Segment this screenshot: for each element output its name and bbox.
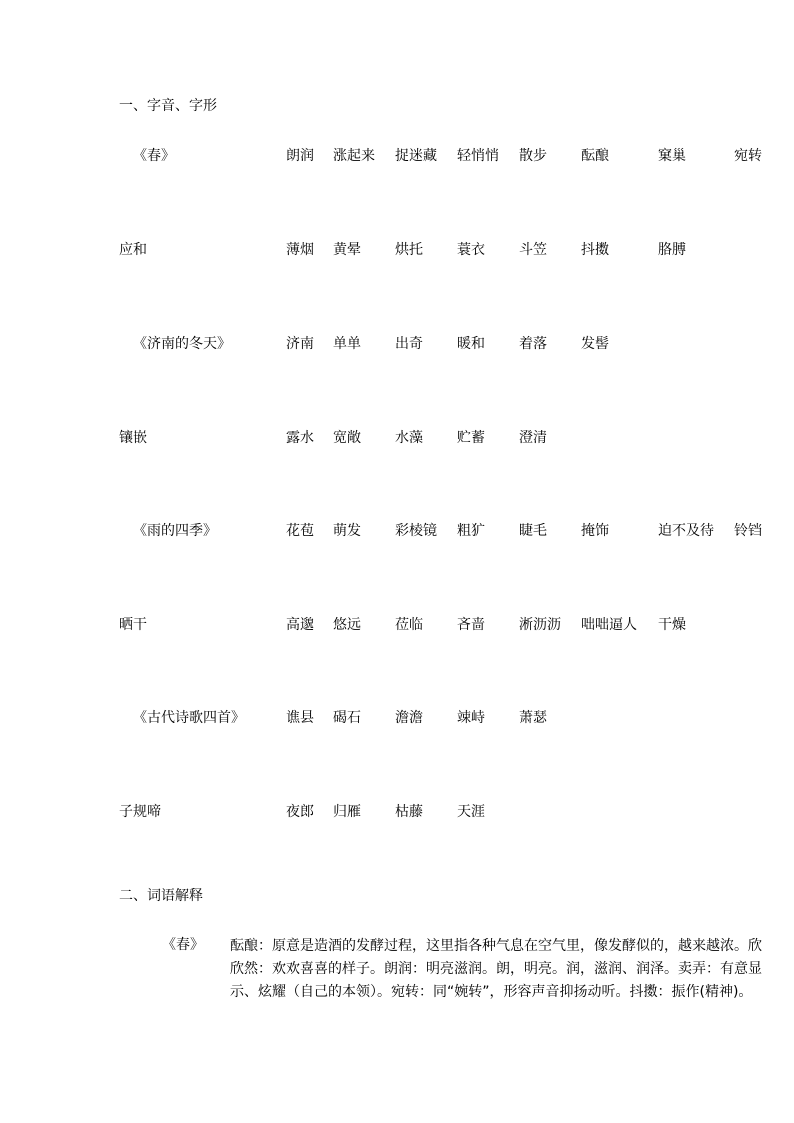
row-label: 镶嵌 bbox=[119, 430, 147, 446]
vocab-word: 悠远 bbox=[333, 617, 361, 633]
vocab-word: 谯县 bbox=[286, 710, 314, 726]
vocab-word: 出奇 bbox=[395, 336, 423, 352]
vocab-word: 发髻 bbox=[581, 336, 609, 352]
vocab-word: 济南 bbox=[286, 336, 314, 352]
section-heading-definitions: 二、词语解释 bbox=[119, 888, 203, 904]
vocab-word: 抖擞 bbox=[581, 242, 609, 258]
definition-line: 欣然：欢欢喜喜的样子。朗润：明亮滋润。朗，明亮。润，滋润、润泽。卖弄：有意显 bbox=[230, 961, 762, 977]
row-label: 《春》 bbox=[133, 148, 175, 164]
vocab-word: 枯藤 bbox=[395, 804, 423, 820]
row-label: 子规啼 bbox=[119, 804, 161, 820]
definition-source-title: 《春》 bbox=[162, 937, 204, 953]
vocab-word: 窠巢 bbox=[658, 148, 686, 164]
vocab-word: 睫毛 bbox=[519, 523, 547, 539]
vocab-word: 迫不及待 bbox=[658, 523, 714, 539]
vocab-word: 单单 bbox=[333, 336, 361, 352]
vocab-word: 涨起来 bbox=[333, 148, 375, 164]
vocab-word: 咄咄逼人 bbox=[581, 617, 637, 633]
vocab-row bbox=[0, 428, 794, 448]
vocab-word: 烘托 bbox=[395, 242, 423, 258]
vocab-word: 散步 bbox=[519, 148, 547, 164]
vocab-row bbox=[0, 708, 794, 728]
vocab-word: 薄烟 bbox=[286, 242, 314, 258]
vocab-word: 露水 bbox=[286, 430, 314, 446]
vocab-word: 澄清 bbox=[519, 430, 547, 446]
vocab-row bbox=[0, 615, 794, 635]
vocab-row bbox=[0, 521, 794, 541]
row-label: 《雨的四季》 bbox=[133, 523, 217, 539]
vocab-word: 铃铛 bbox=[734, 523, 762, 539]
vocab-word: 彩棱镜 bbox=[395, 523, 437, 539]
vocab-row bbox=[0, 334, 794, 354]
vocab-word: 淅沥沥 bbox=[519, 617, 561, 633]
vocab-word: 澹澹 bbox=[395, 710, 423, 726]
vocab-word: 暖和 bbox=[457, 336, 485, 352]
definition-paragraph bbox=[230, 935, 768, 1004]
vocab-word: 掩饰 bbox=[581, 523, 609, 539]
vocab-word: 夜郎 bbox=[286, 804, 314, 820]
vocab-word: 酝酿 bbox=[581, 148, 609, 164]
vocab-word: 轻悄悄 bbox=[457, 148, 499, 164]
vocab-word: 吝啬 bbox=[457, 617, 485, 633]
vocab-row bbox=[0, 146, 794, 166]
vocab-word: 干燥 bbox=[658, 617, 686, 633]
vocab-word: 朗润 bbox=[286, 148, 314, 164]
vocab-word: 宽敞 bbox=[333, 430, 361, 446]
vocab-row bbox=[0, 240, 794, 260]
vocab-row bbox=[0, 802, 794, 822]
vocab-word: 粗犷 bbox=[457, 523, 485, 539]
definition-line: 酝酿：原意是造酒的发酵过程，这里指各种气息在空气里，像发酵似的，越来越浓。欣 bbox=[230, 938, 762, 954]
row-label: 《济南的冬天》 bbox=[133, 336, 231, 352]
vocab-word: 斗笠 bbox=[519, 242, 547, 258]
row-label: 应和 bbox=[119, 242, 147, 258]
row-label: 晒干 bbox=[119, 617, 147, 633]
vocab-word: 胳膊 bbox=[658, 242, 686, 258]
vocab-word: 捉迷藏 bbox=[395, 148, 437, 164]
vocab-word: 花苞 bbox=[286, 523, 314, 539]
vocab-word: 莅临 bbox=[395, 617, 423, 633]
vocab-word: 黄晕 bbox=[333, 242, 361, 258]
vocab-word: 高邈 bbox=[286, 617, 314, 633]
row-label: 《古代诗歌四首》 bbox=[133, 710, 245, 726]
vocab-word: 贮蓄 bbox=[457, 430, 485, 446]
vocab-word: 竦峙 bbox=[457, 710, 485, 726]
vocab-word: 归雁 bbox=[333, 804, 361, 820]
vocab-word: 碣石 bbox=[333, 710, 361, 726]
vocab-word: 天涯 bbox=[457, 804, 485, 820]
vocab-word: 萧瑟 bbox=[519, 710, 547, 726]
vocab-word: 水藻 bbox=[395, 430, 423, 446]
vocab-word: 着落 bbox=[519, 336, 547, 352]
definition-line: 示、炫耀（自己的本领）。宛转：同“婉转”，形容声音抑扬动听。抖擞：振作(精神)。 bbox=[230, 984, 753, 1000]
vocab-word: 萌发 bbox=[333, 523, 361, 539]
section-heading-pronunciation: 一、字音、字形 bbox=[119, 98, 217, 114]
vocab-word: 宛转 bbox=[734, 148, 762, 164]
vocab-word: 蓑衣 bbox=[457, 242, 485, 258]
